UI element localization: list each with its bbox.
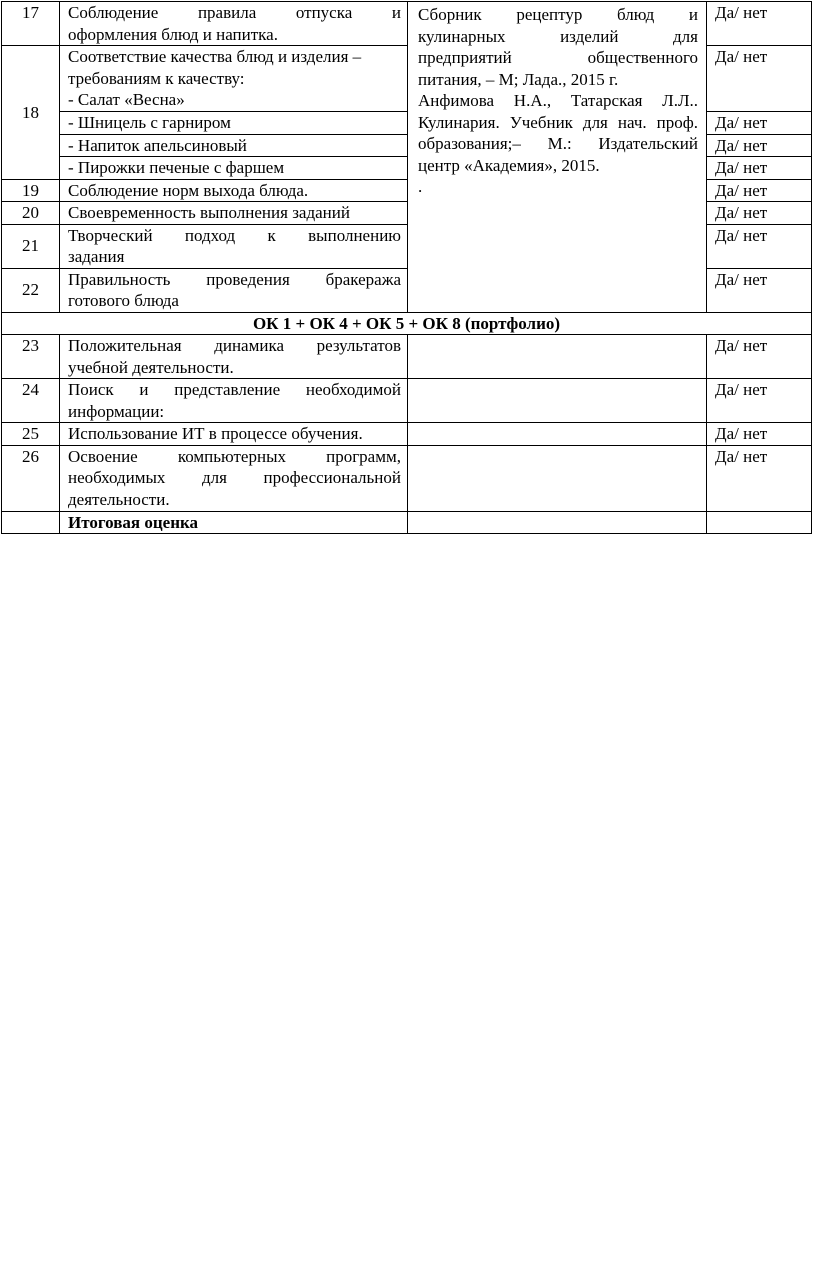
criterion-cell: - Напиток апельсиновый [60,134,408,157]
source-line: предприятий общественного [418,48,698,67]
row-number: 22 [2,268,60,312]
criterion-cell [60,268,408,312]
row-number [2,511,60,534]
criterion-cell: - Пирожки печеные с фаршем [60,157,408,180]
criterion-line: требованиям к качеству: [68,68,245,88]
answer-cell: Да/ нет [707,112,812,135]
table-row [2,335,812,379]
section-header: ОК 1 + ОК 4 + ОК 5 + ОК 8 (портфолио) [2,312,812,335]
source-line: Кулинария. Учебник для нач. проф. [418,112,698,132]
criterion-line: информации: [68,401,165,421]
row-number: 19 [2,179,60,202]
row-number: 24 [2,379,60,423]
answer-cell: Да/ нет [707,423,812,446]
table-row [2,2,812,46]
answer-cell: Да/ нет [707,379,812,423]
assessment-table [1,1,812,534]
criterion-cell [60,335,408,379]
answer-cell: Да/ нет [707,179,812,202]
source-line: кулинарных изделий для [418,26,698,46]
criterion-cell: Соблюдение норм выхода блюда. [60,179,408,202]
criterion-line: Соблюдение правила отпуска и [68,3,401,22]
source-cell [408,2,707,313]
source-line: Анфимова Н.А., Татарская Л.Л.. [418,91,698,110]
answer-cell: Да/ нет [707,157,812,180]
table-row [2,445,812,511]
criterion-cell [60,46,408,112]
criterion-cell [60,379,408,423]
answer-cell: Да/ нет [707,445,812,511]
criterion-line: Соответствие качества блюд и изделия – [68,47,362,66]
answer-cell: Да/ нет [707,268,812,312]
criterion-line: Творческий подход к выполнению [68,225,401,245]
criterion-line: деятельности. [68,489,170,509]
answer-cell: Да/ нет [707,134,812,157]
criterion-line: необходимых для профессиональной [68,468,401,487]
criterion-line: задания [68,247,125,266]
source-cell [408,511,707,534]
answer-cell: Да/ нет [707,46,812,112]
criterion-cell: Использование ИТ в процессе обучения. [60,423,408,446]
source-cell [408,423,707,446]
total-label: Итоговая оценка [60,511,408,534]
source-line: Сборник рецептур блюд и [418,5,698,24]
row-number: 18 [2,46,60,180]
answer-cell [707,511,812,534]
row-number: 20 [2,202,60,225]
source-cell [408,379,707,423]
criterion-line: Поиск и представление необходимой [68,380,401,399]
row-number: 21 [2,224,60,268]
row-number: 23 [2,335,60,379]
total-row [2,511,812,534]
section-header-row [2,312,812,335]
answer-cell: Да/ нет [707,224,812,268]
criterion-cell: - Шницель с гарниром [60,112,408,135]
answer-cell: Да/ нет [707,2,812,46]
criterion-line: оформления блюд и напитка. [68,24,278,44]
criterion-line: - Салат «Весна» [68,90,185,109]
table-row [2,423,812,446]
source-cell [408,335,707,379]
row-number: 26 [2,445,60,511]
criterion-cell [60,224,408,268]
criterion-line: Освоение компьютерных программ, [68,446,401,466]
source-line: центр «Академия», 2015. [418,155,600,175]
source-line: . [418,177,423,196]
table-row [2,379,812,423]
criterion-line: готового блюда [68,291,179,310]
source-line: образования;– М.: Издательский [418,134,698,153]
criterion-line: Правильность проведения бракеража [68,269,401,289]
criterion-line: Положительная динамика результатов [68,336,401,355]
row-number: 17 [2,2,60,46]
answer-cell: Да/ нет [707,335,812,379]
criterion-cell [60,2,408,46]
criterion-cell: Своевременность выполнения заданий [60,202,408,225]
criterion-line: учебной деятельности. [68,357,234,377]
source-line: питания, – М; Лада., 2015 г. [418,69,619,89]
source-cell [408,445,707,511]
criterion-cell [60,445,408,511]
row-number: 25 [2,423,60,446]
answer-cell: Да/ нет [707,202,812,225]
